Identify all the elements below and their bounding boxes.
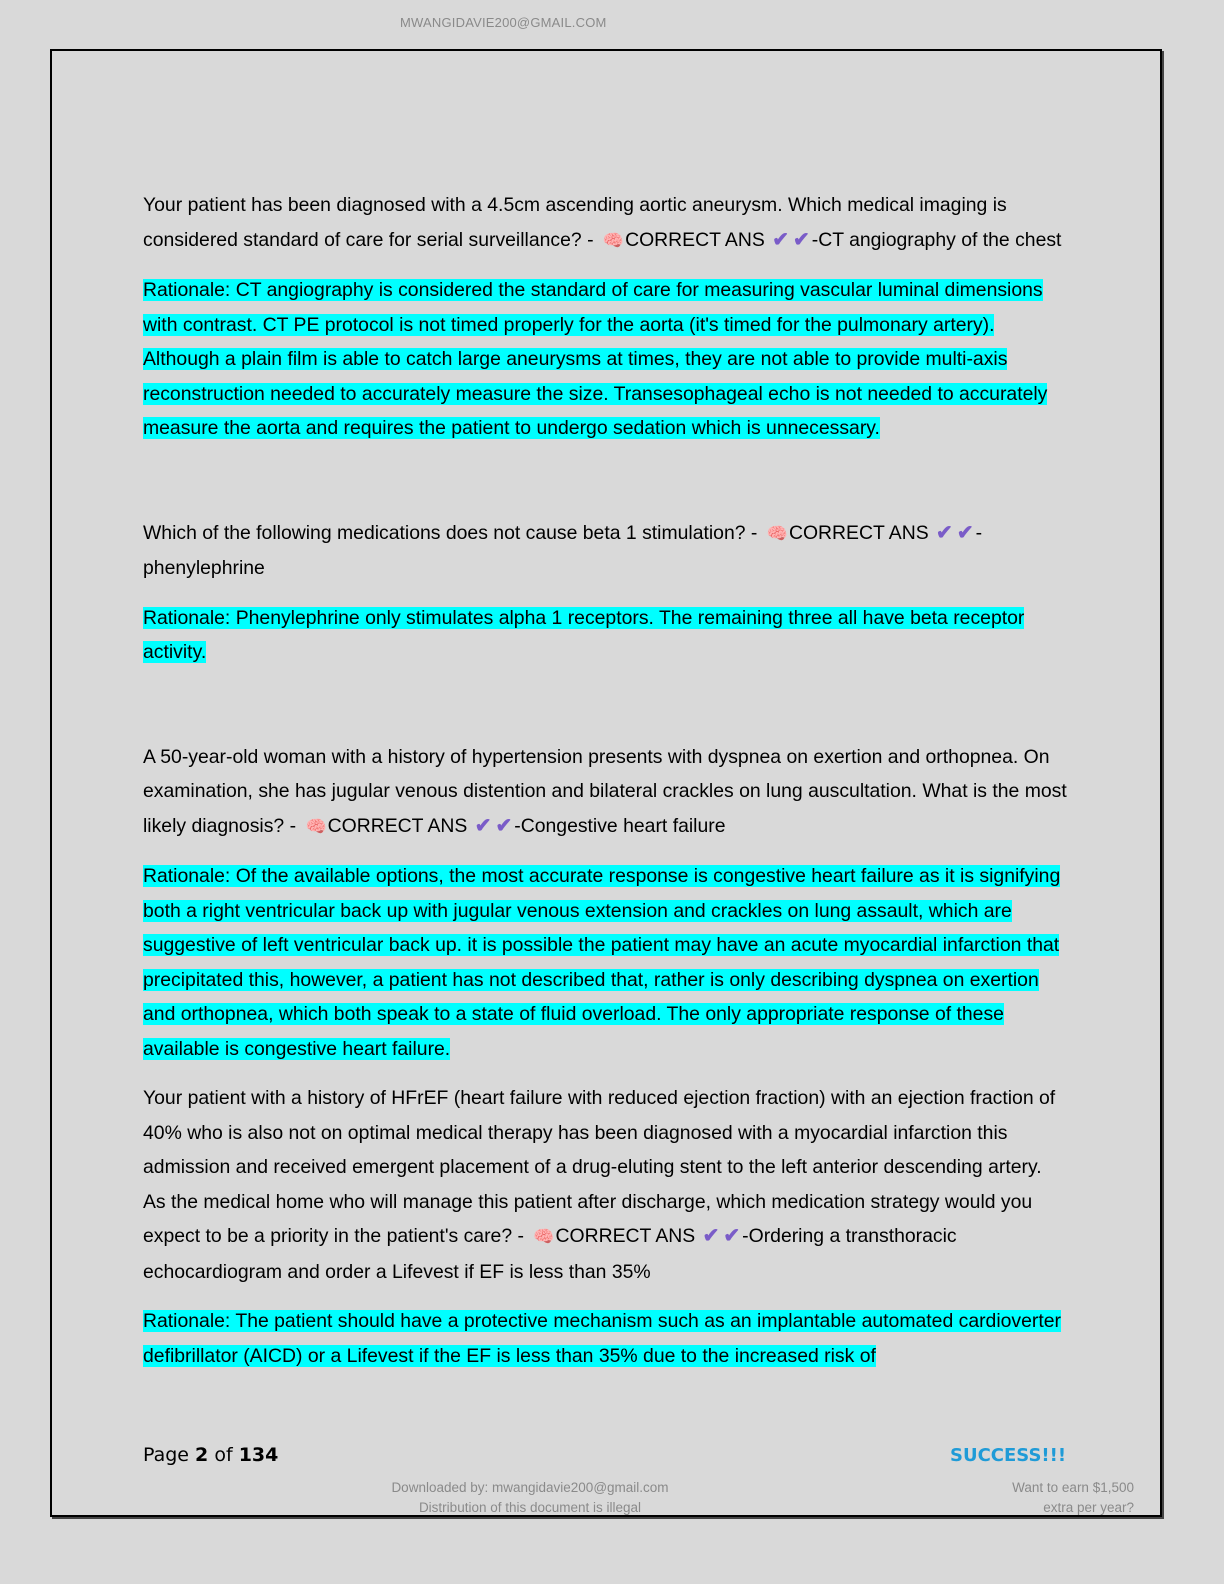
- rationale-3: [143, 859, 1068, 1066]
- rationale-text: Rationale: The patient should have a protective mechanism such as an implantable automated cardioverter defibrillator (AICD) or a Lifevest if the EF is less than 35% due to the increased risk of: [143, 1310, 1061, 1367]
- correct-answer-label: CORRECT ANS: [788, 521, 929, 544]
- question-text: Your patient with a history of HFrEF (heart failure with reduced ejection fraction) with an ejection fraction of 40% who is also not on optimal medical therapy has been diagnosed with a myocardial infarction this admission and received emergent placement of a drug-eluting stent to the left anterior descending artery. As the medical home who will manage this patient after discharge, which medication strategy would you expect to be a priority in the patient's care? -: [143, 1087, 1056, 1247]
- rationale-text: Rationale: Phenylephrine only stimulates alpha 1 receptors. The remaining three all have beta receptor activity.: [143, 606, 1025, 663]
- question-text: Your patient has been diagnosed with a 4.5cm ascending aortic aneurysm. Which medical imaging is considered standard of care for serial surveillance? -: [143, 194, 1007, 251]
- document-body: [143, 188, 1068, 1373]
- question-4: [143, 1081, 1068, 1289]
- download-notice: [330, 1478, 730, 1518]
- rationale-text: Rationale: CT angiography is considered the standard of care for measuring vascular luminal dimensions with contrast. CT PE protocol is not timed properly for the aorta (it's timed for the pulmonary artery). Although a plain film is able to catch large aneurysms at times, they are not able to provide multi-axis reconstruction needed to accurately measure the size. Transesophageal echo is not needed to accurately measure the aorta and requires the patient to undergo sedation which is unnecessary.: [143, 279, 1048, 439]
- question-text: Which of the following medications does not cause beta 1 stimulation? -: [143, 521, 758, 544]
- check-icon: ✔: [956, 521, 974, 544]
- downloaded-by: Downloaded by: mwangidavie200@gmail.com: [391, 1480, 669, 1495]
- question-3: [143, 740, 1068, 845]
- earn-promo: [934, 1478, 1134, 1518]
- question-text: A 50-year-old woman with a history of hypertension presents with dyspnea on exertion and orthopnea. On examination, she has jugular venous distention and bilateral crackles on lung auscultation. What is the most likely diagnosis? -: [143, 745, 1067, 837]
- check-icon: ✔: [495, 814, 513, 837]
- check-icon: ✔: [702, 1225, 720, 1247]
- check-icon: ✔: [936, 521, 953, 544]
- rationale-4: [143, 1304, 1068, 1373]
- brain-icon: 🧠: [305, 816, 327, 836]
- distribution-notice: Distribution of this document is illegal: [418, 1500, 642, 1515]
- page-current: 2: [195, 1444, 209, 1466]
- rationale-text: Rationale: Of the available options, the most accurate response is congestive heart failure as it is signifying both a right ventricular back up with jugular venous extension and crackles on lung assault, which are suggestive of left ventricular back up. it is possible the patient may have an acute myocardial infarction that precipitated this, however, a patient has not described that, rather is only describing dyspnea on exertion and orthopnea, which both speak to a state of fluid overload. The only appropriate response of these available is congestive heart failure.: [143, 865, 1061, 1060]
- brain-icon: 🧠: [602, 230, 625, 250]
- brain-icon: 🧠: [533, 1227, 555, 1246]
- brain-icon: 🧠: [766, 523, 788, 543]
- rationale-2: [143, 601, 1068, 670]
- question-1: [143, 188, 1068, 258]
- question-2: [143, 516, 1068, 586]
- correct-answer-label: CORRECT ANS: [327, 814, 468, 837]
- check-icon: ✔: [474, 814, 492, 837]
- rationale-1: [143, 273, 1068, 446]
- answer-text: -Ordering a transthoracic echocardiogram and order a Lifevest if EF is less than 35%: [143, 1225, 957, 1283]
- answer-text: -phenylephrine: [143, 521, 983, 579]
- page-prefix: Page: [143, 1444, 189, 1466]
- page-number: [143, 1444, 278, 1466]
- earn-line-2: extra per year?: [1043, 1500, 1134, 1515]
- page-total: 134: [238, 1444, 279, 1466]
- page-of: of: [214, 1444, 233, 1466]
- correct-answer-label: CORRECT ANS: [555, 1225, 696, 1247]
- success-text: SUCCESS!!!: [950, 1445, 1067, 1466]
- earn-line-1: Want to earn $1,500: [1012, 1480, 1134, 1495]
- correct-answer-label: CORRECT ANS: [625, 228, 765, 251]
- answer-text: -CT angiography of the chest: [811, 228, 1062, 251]
- check-icon: ✔: [772, 228, 789, 251]
- check-icon: ✔: [792, 228, 810, 251]
- header-email: MWANGIDAVIE200@GMAIL.COM: [400, 15, 607, 30]
- answer-text: -Congestive heart failure: [514, 814, 726, 837]
- check-icon: ✔: [723, 1225, 741, 1247]
